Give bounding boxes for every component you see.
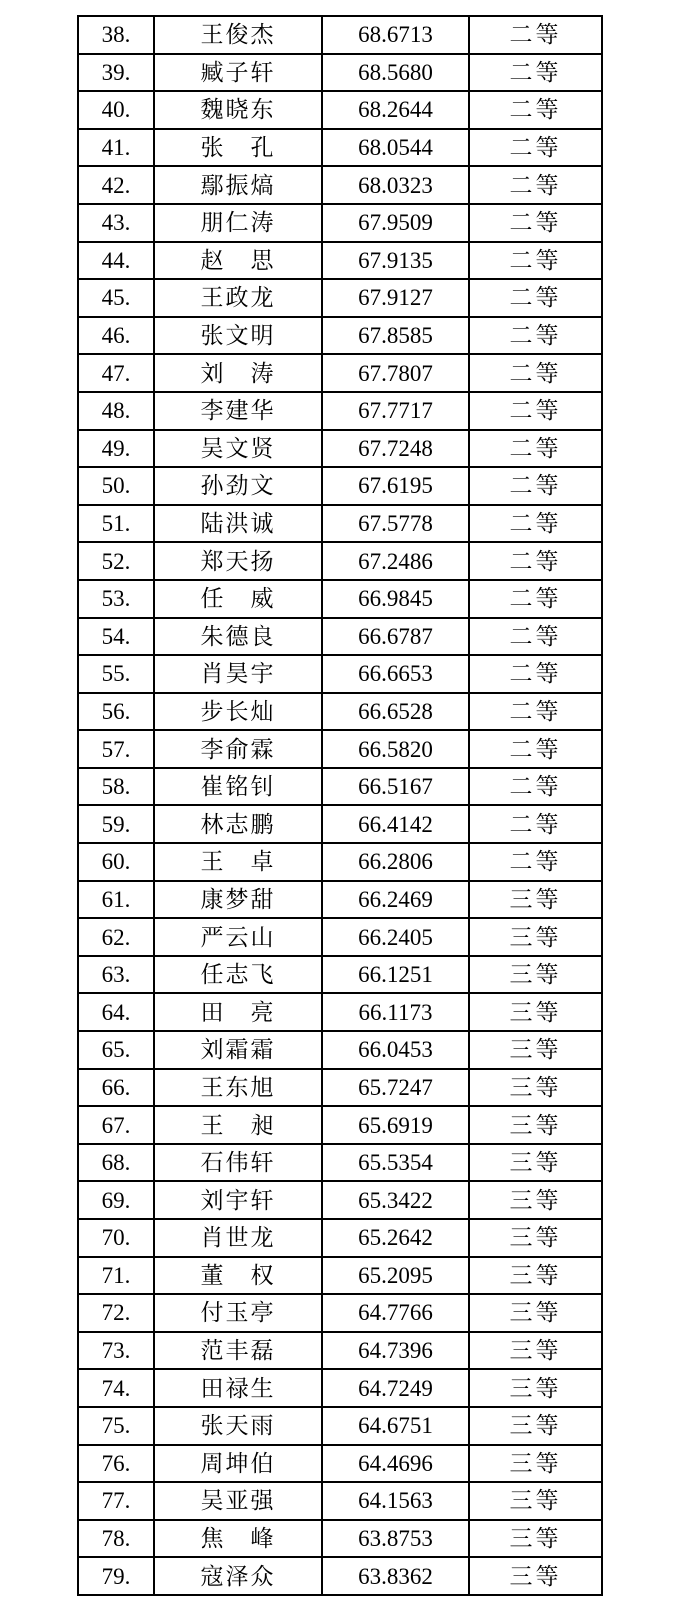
- student-name-cell: 王 昶: [154, 1106, 322, 1144]
- grade-label-cell: 三等: [469, 1257, 602, 1295]
- table-row: [78, 805, 602, 843]
- score-value-cell: 65.2095: [322, 1257, 469, 1295]
- score-value-cell: 64.6751: [322, 1407, 469, 1445]
- rank-number-cell: 62.: [78, 918, 154, 956]
- score-value-cell: 66.1173: [322, 993, 469, 1031]
- score-value-cell: 66.5820: [322, 730, 469, 768]
- table-row: [78, 730, 602, 768]
- grade-label-cell: 三等: [469, 1407, 602, 1445]
- score-value-cell: 67.6195: [322, 467, 469, 505]
- rank-number-cell: 79.: [78, 1557, 154, 1595]
- score-value-cell: 64.4696: [322, 1445, 469, 1483]
- student-name-cell: 吴亚强: [154, 1482, 322, 1520]
- rank-number-cell: 43.: [78, 204, 154, 242]
- table-row: [78, 1520, 602, 1558]
- grade-label-cell: 三等: [469, 1031, 602, 1069]
- score-value-cell: 67.5778: [322, 505, 469, 543]
- student-name-cell: 赵 思: [154, 242, 322, 280]
- score-value-cell: 66.2405: [322, 918, 469, 956]
- score-value-cell: 66.9845: [322, 580, 469, 618]
- table-row: [78, 618, 602, 656]
- table-row: [78, 1106, 602, 1144]
- table-row: [78, 1557, 602, 1595]
- rank-number-cell: 73.: [78, 1332, 154, 1370]
- grade-label-cell: 二等: [469, 354, 602, 392]
- rank-number-cell: 39.: [78, 54, 154, 92]
- student-name-cell: 孙劲文: [154, 467, 322, 505]
- table-row: [78, 242, 602, 280]
- grade-label-cell: 二等: [469, 580, 602, 618]
- grade-label-cell: 二等: [469, 618, 602, 656]
- table-row: [78, 129, 602, 167]
- rank-number-cell: 59.: [78, 805, 154, 843]
- table-row: [78, 1332, 602, 1370]
- student-name-cell: 严云山: [154, 918, 322, 956]
- table-row: [78, 542, 602, 580]
- rank-number-cell: 47.: [78, 354, 154, 392]
- score-value-cell: 67.7807: [322, 354, 469, 392]
- rank-number-cell: 49.: [78, 430, 154, 468]
- grade-label-cell: 三等: [469, 1520, 602, 1558]
- score-value-cell: 67.9509: [322, 204, 469, 242]
- table-row: [78, 1069, 602, 1107]
- grade-label-cell: 三等: [469, 1482, 602, 1520]
- table-row: [78, 279, 602, 317]
- results-table: [77, 15, 603, 1596]
- score-value-cell: 67.7717: [322, 392, 469, 430]
- rank-number-cell: 66.: [78, 1069, 154, 1107]
- grade-label-cell: 二等: [469, 166, 602, 204]
- grade-label-cell: 二等: [469, 805, 602, 843]
- grade-label-cell: 三等: [469, 1445, 602, 1483]
- student-name-cell: 刘 涛: [154, 354, 322, 392]
- grade-label-cell: 二等: [469, 279, 602, 317]
- score-value-cell: 66.6528: [322, 693, 469, 731]
- grade-label-cell: 二等: [469, 693, 602, 731]
- grade-label-cell: 二等: [469, 242, 602, 280]
- student-name-cell: 康梦甜: [154, 881, 322, 919]
- rank-number-cell: 57.: [78, 730, 154, 768]
- grade-label-cell: 三等: [469, 1144, 602, 1182]
- rank-number-cell: 76.: [78, 1445, 154, 1483]
- grade-label-cell: 二等: [469, 843, 602, 881]
- score-value-cell: 67.7248: [322, 430, 469, 468]
- table-row: [78, 1219, 602, 1257]
- score-value-cell: 66.6653: [322, 655, 469, 693]
- grade-label-cell: 二等: [469, 768, 602, 806]
- grade-label-cell: 三等: [469, 993, 602, 1031]
- grade-label-cell: 二等: [469, 317, 602, 355]
- grade-label-cell: 三等: [469, 1294, 602, 1332]
- score-value-cell: 64.7766: [322, 1294, 469, 1332]
- score-value-cell: 64.7396: [322, 1332, 469, 1370]
- student-name-cell: 田禄生: [154, 1369, 322, 1407]
- grade-label-cell: 三等: [469, 1332, 602, 1370]
- rank-number-cell: 56.: [78, 693, 154, 731]
- grade-label-cell: 二等: [469, 730, 602, 768]
- rank-number-cell: 58.: [78, 768, 154, 806]
- student-name-cell: 张文明: [154, 317, 322, 355]
- student-name-cell: 任 威: [154, 580, 322, 618]
- results-table-container: [77, 15, 603, 1596]
- score-value-cell: 66.2806: [322, 843, 469, 881]
- rank-number-cell: 46.: [78, 317, 154, 355]
- table-row: [78, 1369, 602, 1407]
- grade-label-cell: 三等: [469, 1069, 602, 1107]
- score-value-cell: 67.9135: [322, 242, 469, 280]
- table-row: [78, 91, 602, 129]
- student-name-cell: 周坤伯: [154, 1445, 322, 1483]
- student-name-cell: 张天雨: [154, 1407, 322, 1445]
- table-row: [78, 693, 602, 731]
- rank-number-cell: 54.: [78, 618, 154, 656]
- grade-label-cell: 二等: [469, 467, 602, 505]
- table-row: [78, 956, 602, 994]
- table-row: [78, 392, 602, 430]
- score-value-cell: 67.9127: [322, 279, 469, 317]
- student-name-cell: 肖世龙: [154, 1219, 322, 1257]
- table-row: [78, 580, 602, 618]
- rank-number-cell: 64.: [78, 993, 154, 1031]
- student-name-cell: 董 权: [154, 1257, 322, 1295]
- student-name-cell: 石伟轩: [154, 1144, 322, 1182]
- rank-number-cell: 40.: [78, 91, 154, 129]
- rank-number-cell: 55.: [78, 655, 154, 693]
- rank-number-cell: 51.: [78, 505, 154, 543]
- student-name-cell: 崔铭钊: [154, 768, 322, 806]
- rank-number-cell: 65.: [78, 1031, 154, 1069]
- student-name-cell: 付玉亭: [154, 1294, 322, 1332]
- rank-number-cell: 78.: [78, 1520, 154, 1558]
- table-body: [78, 16, 602, 1595]
- grade-label-cell: 二等: [469, 430, 602, 468]
- student-name-cell: 吴文贤: [154, 430, 322, 468]
- table-row: [78, 843, 602, 881]
- table-row: [78, 430, 602, 468]
- student-name-cell: 任志飞: [154, 956, 322, 994]
- table-row: [78, 204, 602, 242]
- rank-number-cell: 53.: [78, 580, 154, 618]
- grade-label-cell: 三等: [469, 881, 602, 919]
- table-row: [78, 317, 602, 355]
- grade-label-cell: 三等: [469, 1106, 602, 1144]
- rank-number-cell: 45.: [78, 279, 154, 317]
- score-value-cell: 68.6713: [322, 16, 469, 54]
- student-name-cell: 郑天扬: [154, 542, 322, 580]
- grade-label-cell: 二等: [469, 91, 602, 129]
- table-row: [78, 1407, 602, 1445]
- rank-number-cell: 68.: [78, 1144, 154, 1182]
- rank-number-cell: 41.: [78, 129, 154, 167]
- grade-label-cell: 三等: [469, 1369, 602, 1407]
- table-row: [78, 1294, 602, 1332]
- grade-label-cell: 二等: [469, 505, 602, 543]
- rank-number-cell: 67.: [78, 1106, 154, 1144]
- grade-label-cell: 二等: [469, 655, 602, 693]
- table-row: [78, 1144, 602, 1182]
- table-row: [78, 354, 602, 392]
- grade-label-cell: 二等: [469, 54, 602, 92]
- table-row: [78, 166, 602, 204]
- table-row: [78, 505, 602, 543]
- student-name-cell: 王俊杰: [154, 16, 322, 54]
- grade-label-cell: 三等: [469, 1557, 602, 1595]
- rank-number-cell: 71.: [78, 1257, 154, 1295]
- student-name-cell: 张 孔: [154, 129, 322, 167]
- score-value-cell: 68.0544: [322, 129, 469, 167]
- table-row: [78, 54, 602, 92]
- grade-label-cell: 二等: [469, 16, 602, 54]
- student-name-cell: 林志鹏: [154, 805, 322, 843]
- score-value-cell: 65.3422: [322, 1181, 469, 1219]
- rank-number-cell: 50.: [78, 467, 154, 505]
- student-name-cell: 李建华: [154, 392, 322, 430]
- grade-label-cell: 三等: [469, 956, 602, 994]
- rank-number-cell: 72.: [78, 1294, 154, 1332]
- grade-label-cell: 三等: [469, 918, 602, 956]
- student-name-cell: 王东旭: [154, 1069, 322, 1107]
- score-value-cell: 66.4142: [322, 805, 469, 843]
- table-row: [78, 655, 602, 693]
- grade-label-cell: 三等: [469, 1181, 602, 1219]
- grade-label-cell: 二等: [469, 204, 602, 242]
- student-name-cell: 刘宇轩: [154, 1181, 322, 1219]
- table-row: [78, 1181, 602, 1219]
- table-row: [78, 918, 602, 956]
- rank-number-cell: 75.: [78, 1407, 154, 1445]
- rank-number-cell: 69.: [78, 1181, 154, 1219]
- rank-number-cell: 44.: [78, 242, 154, 280]
- score-value-cell: 68.5680: [322, 54, 469, 92]
- grade-label-cell: 二等: [469, 129, 602, 167]
- rank-number-cell: 42.: [78, 166, 154, 204]
- student-name-cell: 步长灿: [154, 693, 322, 731]
- table-row: [78, 1257, 602, 1295]
- rank-number-cell: 60.: [78, 843, 154, 881]
- table-row: [78, 467, 602, 505]
- student-name-cell: 鄢振熇: [154, 166, 322, 204]
- student-name-cell: 肖昊宇: [154, 655, 322, 693]
- rank-number-cell: 61.: [78, 881, 154, 919]
- score-value-cell: 68.2644: [322, 91, 469, 129]
- student-name-cell: 臧子轩: [154, 54, 322, 92]
- student-name-cell: 魏晓东: [154, 91, 322, 129]
- table-row: [78, 1482, 602, 1520]
- student-name-cell: 田 亮: [154, 993, 322, 1031]
- student-name-cell: 王 卓: [154, 843, 322, 881]
- student-name-cell: 范丰磊: [154, 1332, 322, 1370]
- rank-number-cell: 38.: [78, 16, 154, 54]
- grade-label-cell: 三等: [469, 1219, 602, 1257]
- rank-number-cell: 74.: [78, 1369, 154, 1407]
- score-value-cell: 67.2486: [322, 542, 469, 580]
- score-value-cell: 66.6787: [322, 618, 469, 656]
- table-row: [78, 768, 602, 806]
- score-value-cell: 66.1251: [322, 956, 469, 994]
- score-value-cell: 66.2469: [322, 881, 469, 919]
- score-value-cell: 63.8362: [322, 1557, 469, 1595]
- table-row: [78, 881, 602, 919]
- score-value-cell: 65.2642: [322, 1219, 469, 1257]
- table-row: [78, 993, 602, 1031]
- table-row: [78, 1445, 602, 1483]
- student-name-cell: 刘霜霜: [154, 1031, 322, 1069]
- rank-number-cell: 77.: [78, 1482, 154, 1520]
- student-name-cell: 寇泽众: [154, 1557, 322, 1595]
- table-row: [78, 16, 602, 54]
- score-value-cell: 65.7247: [322, 1069, 469, 1107]
- student-name-cell: 陆洪诚: [154, 505, 322, 543]
- score-value-cell: 67.8585: [322, 317, 469, 355]
- score-value-cell: 63.8753: [322, 1520, 469, 1558]
- student-name-cell: 李俞霖: [154, 730, 322, 768]
- student-name-cell: 焦 峰: [154, 1520, 322, 1558]
- score-value-cell: 68.0323: [322, 166, 469, 204]
- grade-label-cell: 二等: [469, 392, 602, 430]
- score-value-cell: 65.6919: [322, 1106, 469, 1144]
- score-value-cell: 64.7249: [322, 1369, 469, 1407]
- rank-number-cell: 48.: [78, 392, 154, 430]
- grade-label-cell: 二等: [469, 542, 602, 580]
- score-value-cell: 65.5354: [322, 1144, 469, 1182]
- student-name-cell: 朋仁涛: [154, 204, 322, 242]
- rank-number-cell: 70.: [78, 1219, 154, 1257]
- table-row: [78, 1031, 602, 1069]
- score-value-cell: 64.1563: [322, 1482, 469, 1520]
- score-value-cell: 66.0453: [322, 1031, 469, 1069]
- rank-number-cell: 52.: [78, 542, 154, 580]
- rank-number-cell: 63.: [78, 956, 154, 994]
- student-name-cell: 王政龙: [154, 279, 322, 317]
- student-name-cell: 朱德良: [154, 618, 322, 656]
- score-value-cell: 66.5167: [322, 768, 469, 806]
